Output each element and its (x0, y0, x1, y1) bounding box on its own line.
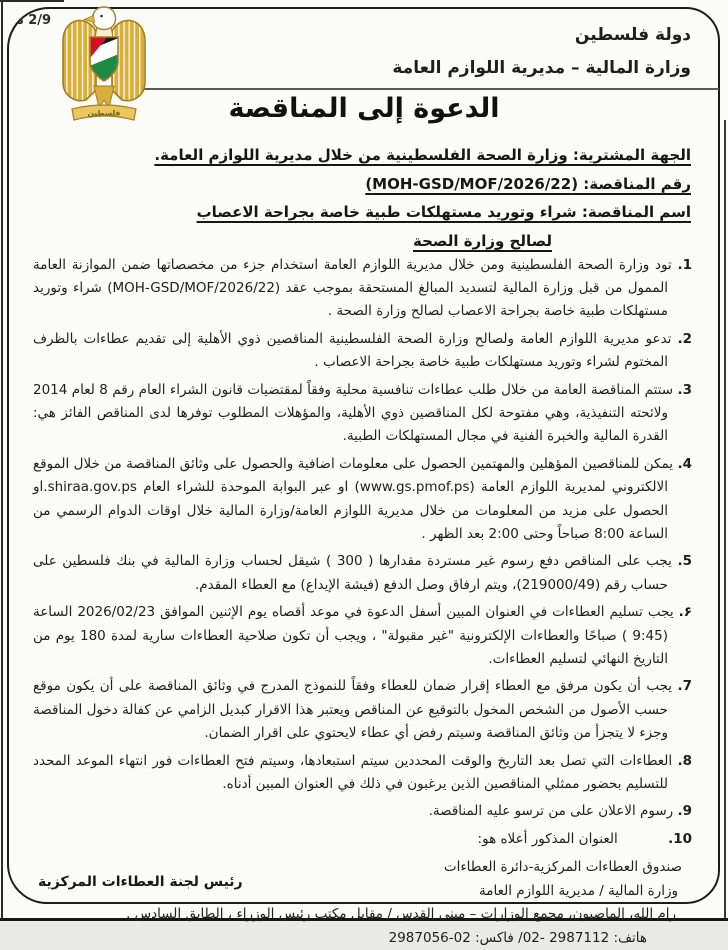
list-item (33, 828, 692, 851)
item-text: العنوان المذكور أعلاه هو: (477, 831, 618, 848)
list-item (33, 453, 692, 546)
item-text: يجب أن يكون مرفق مع العطاء إقرار ضمان للعطاء وفقاً للنموذج المدرج في وثائق المناقصة على أن يكون موقع حسب الأصول من الشخص المخول بالتوقيع عن المناقص ويعتبر هذا الاقرار كبديل الزامي عن كفالة دخول المناقصة وجزء لا يتجزأ من وثائق المناقصة وسيتم رفض أي عطاء لايحتوي على اقرار الضمان. (33, 678, 673, 741)
item-text: تدعو مديرية اللوازم العامة ولصالح وزارة الصحة الفلسطينية المناقصين ذوي الأهلية إلى تقديم عطاءات بالظرف المختوم لشراء وتوريد مستهلكات طبية خاصة بجراحة الاعصاب . (33, 331, 672, 371)
eagle-head (93, 7, 116, 30)
address-block (33, 856, 692, 950)
list-item (33, 601, 692, 671)
header-divider (76, 88, 719, 90)
item-number: 5. (677, 553, 692, 570)
list-item (33, 379, 692, 449)
scan-edge-right (724, 120, 726, 921)
list-item (33, 750, 692, 796)
item-text: العطاءات التي تصل بعد التاريخ والوقت المحددين سيتم استبعادها، وسيتم فتح العطاءات فور انتهاء الموعد المحدد للتسليم بحضور ممثلي المناقصين الذين يرغبون في ذلك في العنوان المبين أدناه. (33, 752, 673, 792)
address-line: وزارة المالية / مديرية اللوازم العامة (478, 882, 678, 899)
state-name: دولة فلسطين (574, 25, 691, 45)
item-text: رسوم الاعلان على من ترسو عليه المناقصة. (428, 803, 674, 820)
item-text: يجب تسليم العطاءات في العنوان المبين أسفل الدعوة في موعد أقصاه يوم الإثنين الموافق 2026/02/23 الساعة (9:45 ) صباحًا والعطاءات الإلكترونية "غير مقبولة" ، ويجب أن تكون صلاحية العطاءات سارية لمدة 180 يوم من التاريخ النهائي لتسليم العطاءات. (33, 604, 674, 667)
beneficiary-line: لصالح وزارة الصحة (413, 231, 552, 250)
item-number: 2. (677, 331, 692, 348)
item-number: 7. (677, 678, 692, 695)
item-number: 1. (677, 257, 692, 273)
buyer-line: الجهة المشترية: وزارة الصحة الفلسطينية من خلال مديرية اللوازم العامة. (154, 146, 691, 164)
numbered-items (33, 254, 692, 851)
list-item (33, 800, 692, 823)
tender-summary (37, 141, 691, 255)
scan-edge-top (0, 0, 64, 2)
address-line: صندوق العطاءات المركزية-دائرة العطاءات (443, 859, 682, 876)
scan-edge-left (1, 0, 3, 921)
item-number: 3. (677, 382, 692, 399)
tender-name-line: اسم المناقصة: شراء وتوريد مستهلكات طبية خاصة بجراحة الاعصاب (196, 203, 691, 221)
list-item (33, 550, 692, 596)
address-line: هاتف: 2987112 -02/ فاكس: 02-2987056 (388, 929, 647, 946)
ministry-name: وزارة المالية – مديرية اللوازم العامة (392, 58, 691, 78)
handwritten-page-note: 2/9 د (17, 13, 52, 28)
item-number: ۶. (678, 604, 693, 621)
list-item (33, 328, 692, 374)
tender-number-line: رقم المناقصة: (MOH-GSD/MOF/2026/22) (365, 174, 691, 193)
list-item (33, 675, 692, 745)
item-number: 10. (668, 831, 692, 848)
signature-title: رئيس لجنة العطاءات المركزية (38, 874, 243, 890)
item-text: ستتم المناقصة العامة من خلال طلب عطاءات تنافسية محلية وفقاً لمقتضيات قانون الشراء العام رقم 8 لعام 2014 ولائحته التنفيذية، وهي مفتوحة لكل المناقصين ذوي الأهلية، والمؤهلات المطلوب توفرها لدى المناقص الفائز هي: القدرة المالية والخبرة الفنية في مجال المستهلكات الطبية. (33, 382, 674, 445)
eagle-eye (100, 15, 103, 18)
item-text: يجب على المناقص دفع رسوم غير مستردة مقدارها ( 300 ) شيقل لحساب وزارة المالية في بنك فلسطين على حساب رقم (219000/49)، ويتم ارفاق وصل الدفع (فيشة الإيداع) مع العطاء المقدم. (33, 553, 672, 593)
letterhead (392, 19, 691, 85)
address-line: رام الله، الماصيون، مجمع الوزارات – مبنى القدس / مقابل مكتب رئيس الوزراء ، الطابق السادس . (126, 906, 676, 923)
item-number: 9. (677, 803, 692, 820)
item-text: يمكن للمناقصين المؤهلين والمهتمين الحصول على معلومات اضافية والحصول على وثائق المناقصة من خلال الموقع الالكتروني لمديرية اللوازم العامة (www.gs.pmof.ps) او عبر البوابة الموحدة للشراء العام shiraa.gov.ps.او الحصول على مزيد من المعلومات من خلال مديرية اللوازم العامة/وزارة المالية خلال اوقات الدوام الرسمي من الساعة 8:00 صباحاً وحتى 2:00 بعد الظهر . (33, 456, 674, 542)
emblem-scroll-text: فلسطين (87, 108, 121, 118)
list-item (33, 254, 692, 324)
item-number: 4. (677, 456, 692, 473)
item-number: 8. (677, 752, 692, 769)
palestine-coat-of-arms-icon (52, 4, 156, 128)
conditions-list (33, 254, 692, 950)
item-text: تود وزارة الصحة الفلسطينية ومن خلال مديرية اللوازم العامة استخدام جزء من مخصصاتها ضمن الموازنة العامة الممول من قبل وزارة المالية لتسديد المبالغ المستحقة بموجب عقد (MOH-GSD/MOF/2026/22) شراء وتوريد مستهلكات طبية خاصة بجراحة الاعصاب لصالح وزارة الصحة . (33, 257, 672, 320)
document-title: الدعوة إلى المناقصة (228, 93, 500, 124)
